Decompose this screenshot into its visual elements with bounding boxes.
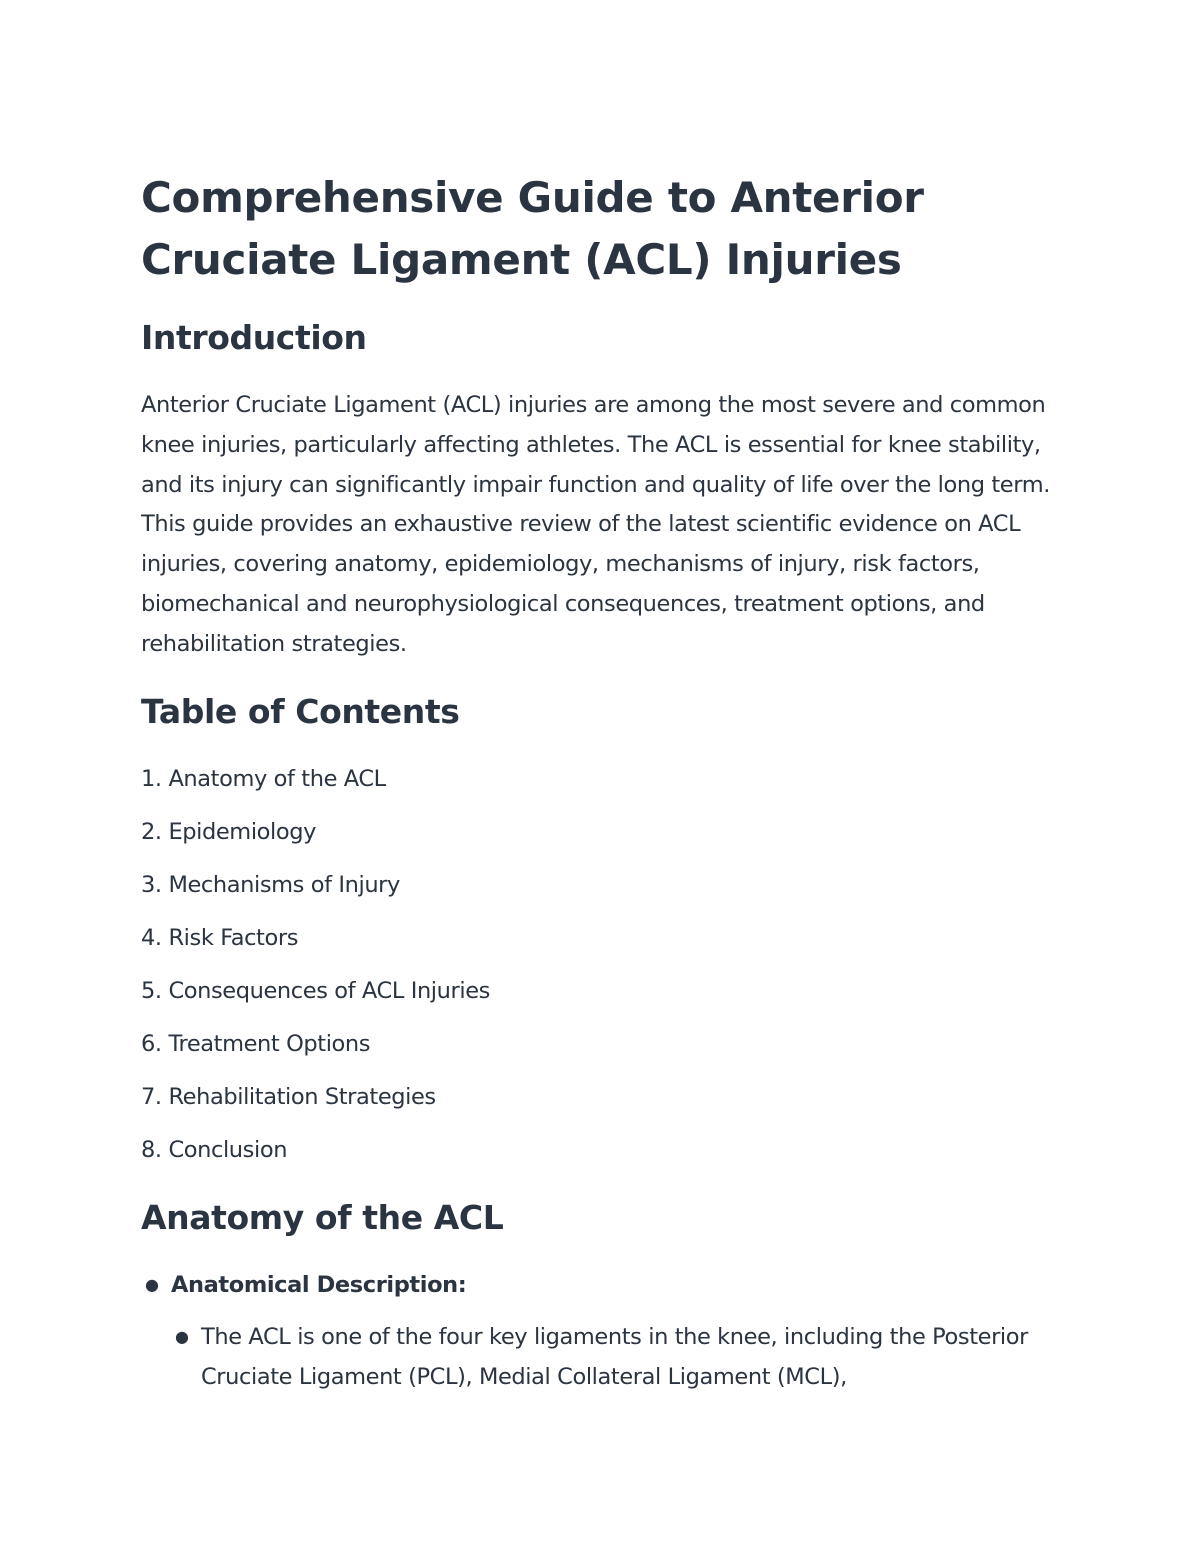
list-item [141, 1265, 1071, 1397]
toc-item-label: Conclusion [168, 1137, 288, 1163]
introduction-heading: Introduction [141, 318, 367, 357]
toc-item-number: 3. [141, 872, 162, 898]
toc-item-number: 6. [141, 1031, 162, 1057]
anatomy-sub-text: The ACL is one of the four key ligaments in the knee, including the Posterior Cruciate Ligament (PCL), Medial Collateral Ligament (MCL), [201, 1324, 1028, 1390]
toc-item-label: Anatomy of the ACL [168, 766, 386, 792]
anatomy-sub-list [171, 1317, 1071, 1397]
toc-item-number: 4. [141, 925, 162, 951]
toc-item-label: Rehabilitation Strategies [168, 1084, 436, 1110]
toc-item [141, 918, 490, 971]
toc-item-number: 7. [141, 1084, 162, 1110]
toc-item-label: Consequences of ACL Injuries [168, 978, 490, 1004]
toc-item-label: Treatment Options [168, 1031, 371, 1057]
toc-item [141, 865, 490, 918]
toc-item-number: 8. [141, 1137, 162, 1163]
anatomy-heading: Anatomy of the ACL [141, 1198, 504, 1237]
toc-item [141, 812, 490, 865]
anatomy-bullet-list [141, 1265, 1071, 1397]
document-title: Comprehensive Guide to Anterior Cruciate Ligament (ACL) Injuries [141, 173, 924, 284]
toc-list [141, 759, 490, 1183]
toc-item [141, 1024, 490, 1077]
bullet-icon: ● [175, 1327, 189, 1346]
bullet-icon: ● [145, 1275, 159, 1294]
toc-item [141, 971, 490, 1024]
anatomical-description-label: Anatomical Description: [171, 1272, 467, 1298]
toc-item-label: Risk Factors [168, 925, 299, 951]
toc-item [141, 1130, 490, 1183]
toc-item-number: 5. [141, 978, 162, 1004]
toc-heading: Table of Contents [141, 692, 460, 731]
toc-item-label: Mechanisms of Injury [168, 872, 400, 898]
toc-item-label: Epidemiology [168, 819, 317, 845]
toc-item-number: 2. [141, 819, 162, 845]
toc-item-number: 1. [141, 766, 162, 792]
list-item [171, 1317, 1031, 1397]
toc-item [141, 1077, 490, 1130]
introduction-paragraph: Anterior Cruciate Ligament (ACL) injuries are among the most severe and common knee injuries, particularly affecting athletes. The ACL is essential for knee stability, and its injury can significantly impair function and quality of life over the long term. This guide provides an exhaustive review of the latest scientific evidence on ACL injuries, covering anatomy, epidemiology, mechanisms of injury, risk factors, biomechanical and neurophysiological consequences, treatment options, and rehabilitation strategies. [141, 392, 1050, 657]
toc-item [141, 759, 490, 812]
